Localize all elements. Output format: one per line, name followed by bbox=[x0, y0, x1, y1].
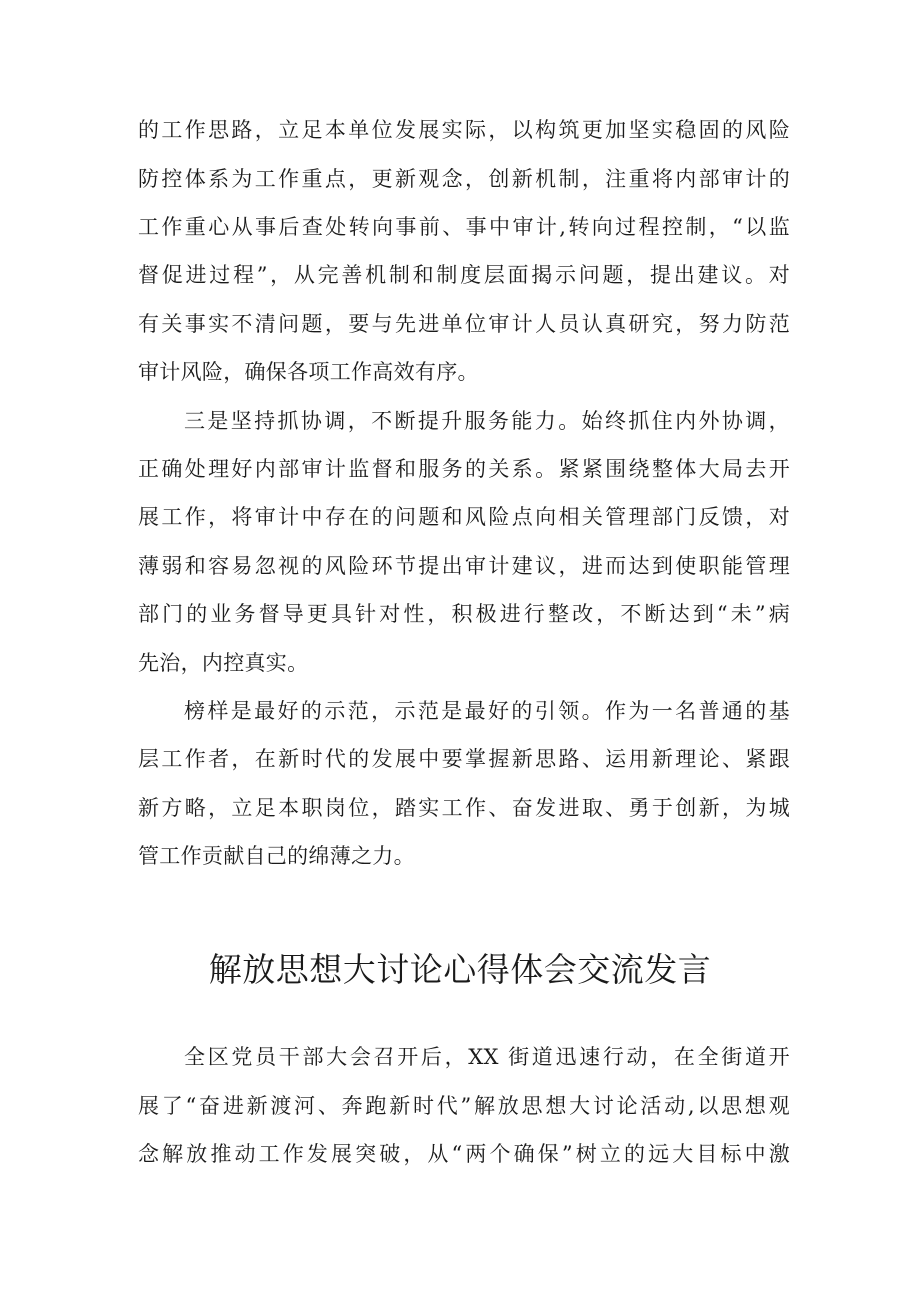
paragraph-line: 有关事实不清问题，要与先进单位审计人员认真研究，努力防范 bbox=[138, 312, 790, 336]
paragraph-line: 督促进过程”，从完善机制和制度层面揭示问题，提出建议。对 bbox=[138, 263, 790, 287]
paragraph-line: 先治，内控真实。 bbox=[138, 651, 309, 675]
paragraph-line: 全区党员干部大会召开后，XX 街道迅速行动，在全街道开 bbox=[184, 1045, 790, 1069]
paragraph-line: 展了“奋进新渡河、奔跑新时代”解放思想大讨论活动,以思想观 bbox=[138, 1094, 790, 1118]
paragraph-line: 榜样是最好的示范，示范是最好的引领。作为一名普通的基 bbox=[184, 699, 790, 723]
paragraph-line: 层工作者，在新时代的发展中要掌握新思路、运用新理论、紧跟 bbox=[138, 747, 790, 771]
paragraph-line: 防控体系为工作重点，更新观念，创新机制，注重将内部审计的 bbox=[138, 167, 790, 191]
paragraph-line: 三是坚持抓协调，不断提升服务能力。始终抓住内外协调， bbox=[184, 409, 790, 433]
paragraph-line: 正确处理好内部审计监督和服务的关系。紧紧围绕整体大局去开 bbox=[138, 457, 790, 481]
paragraph-line: 展工作，将审计中存在的问题和风险点向相关管理部门反馈，对 bbox=[138, 505, 790, 529]
paragraph-line: 薄弱和容易忽视的风险环节提出审计建议，进而达到使职能管理 bbox=[138, 554, 790, 578]
paragraph-line: 念解放推动工作发展突破，从“两个确保”树立的远大目标中激 bbox=[138, 1142, 790, 1166]
article-title: 解放思想大讨论心得体会交流发言 bbox=[208, 950, 712, 989]
paragraph-line: 审计风险，确保各项工作高效有序。 bbox=[138, 360, 479, 384]
paragraph-line: 新方略，立足本职岗位，踏实工作、奋发进取、勇于创新，为城 bbox=[138, 796, 790, 820]
paragraph-line: 的工作思路，立足本单位发展实际，以构筑更加坚实稳固的风险 bbox=[138, 118, 790, 142]
paragraph-line: 部门的业务督导更具针对性，积极进行整改，不断达到“未”病 bbox=[138, 602, 790, 626]
paragraph-line: 管工作贡献自己的绵薄之力。 bbox=[138, 844, 415, 868]
paragraph-line: 工作重心从事后查处转向事前、事中审计,转向过程控制，“以监 bbox=[138, 215, 790, 239]
